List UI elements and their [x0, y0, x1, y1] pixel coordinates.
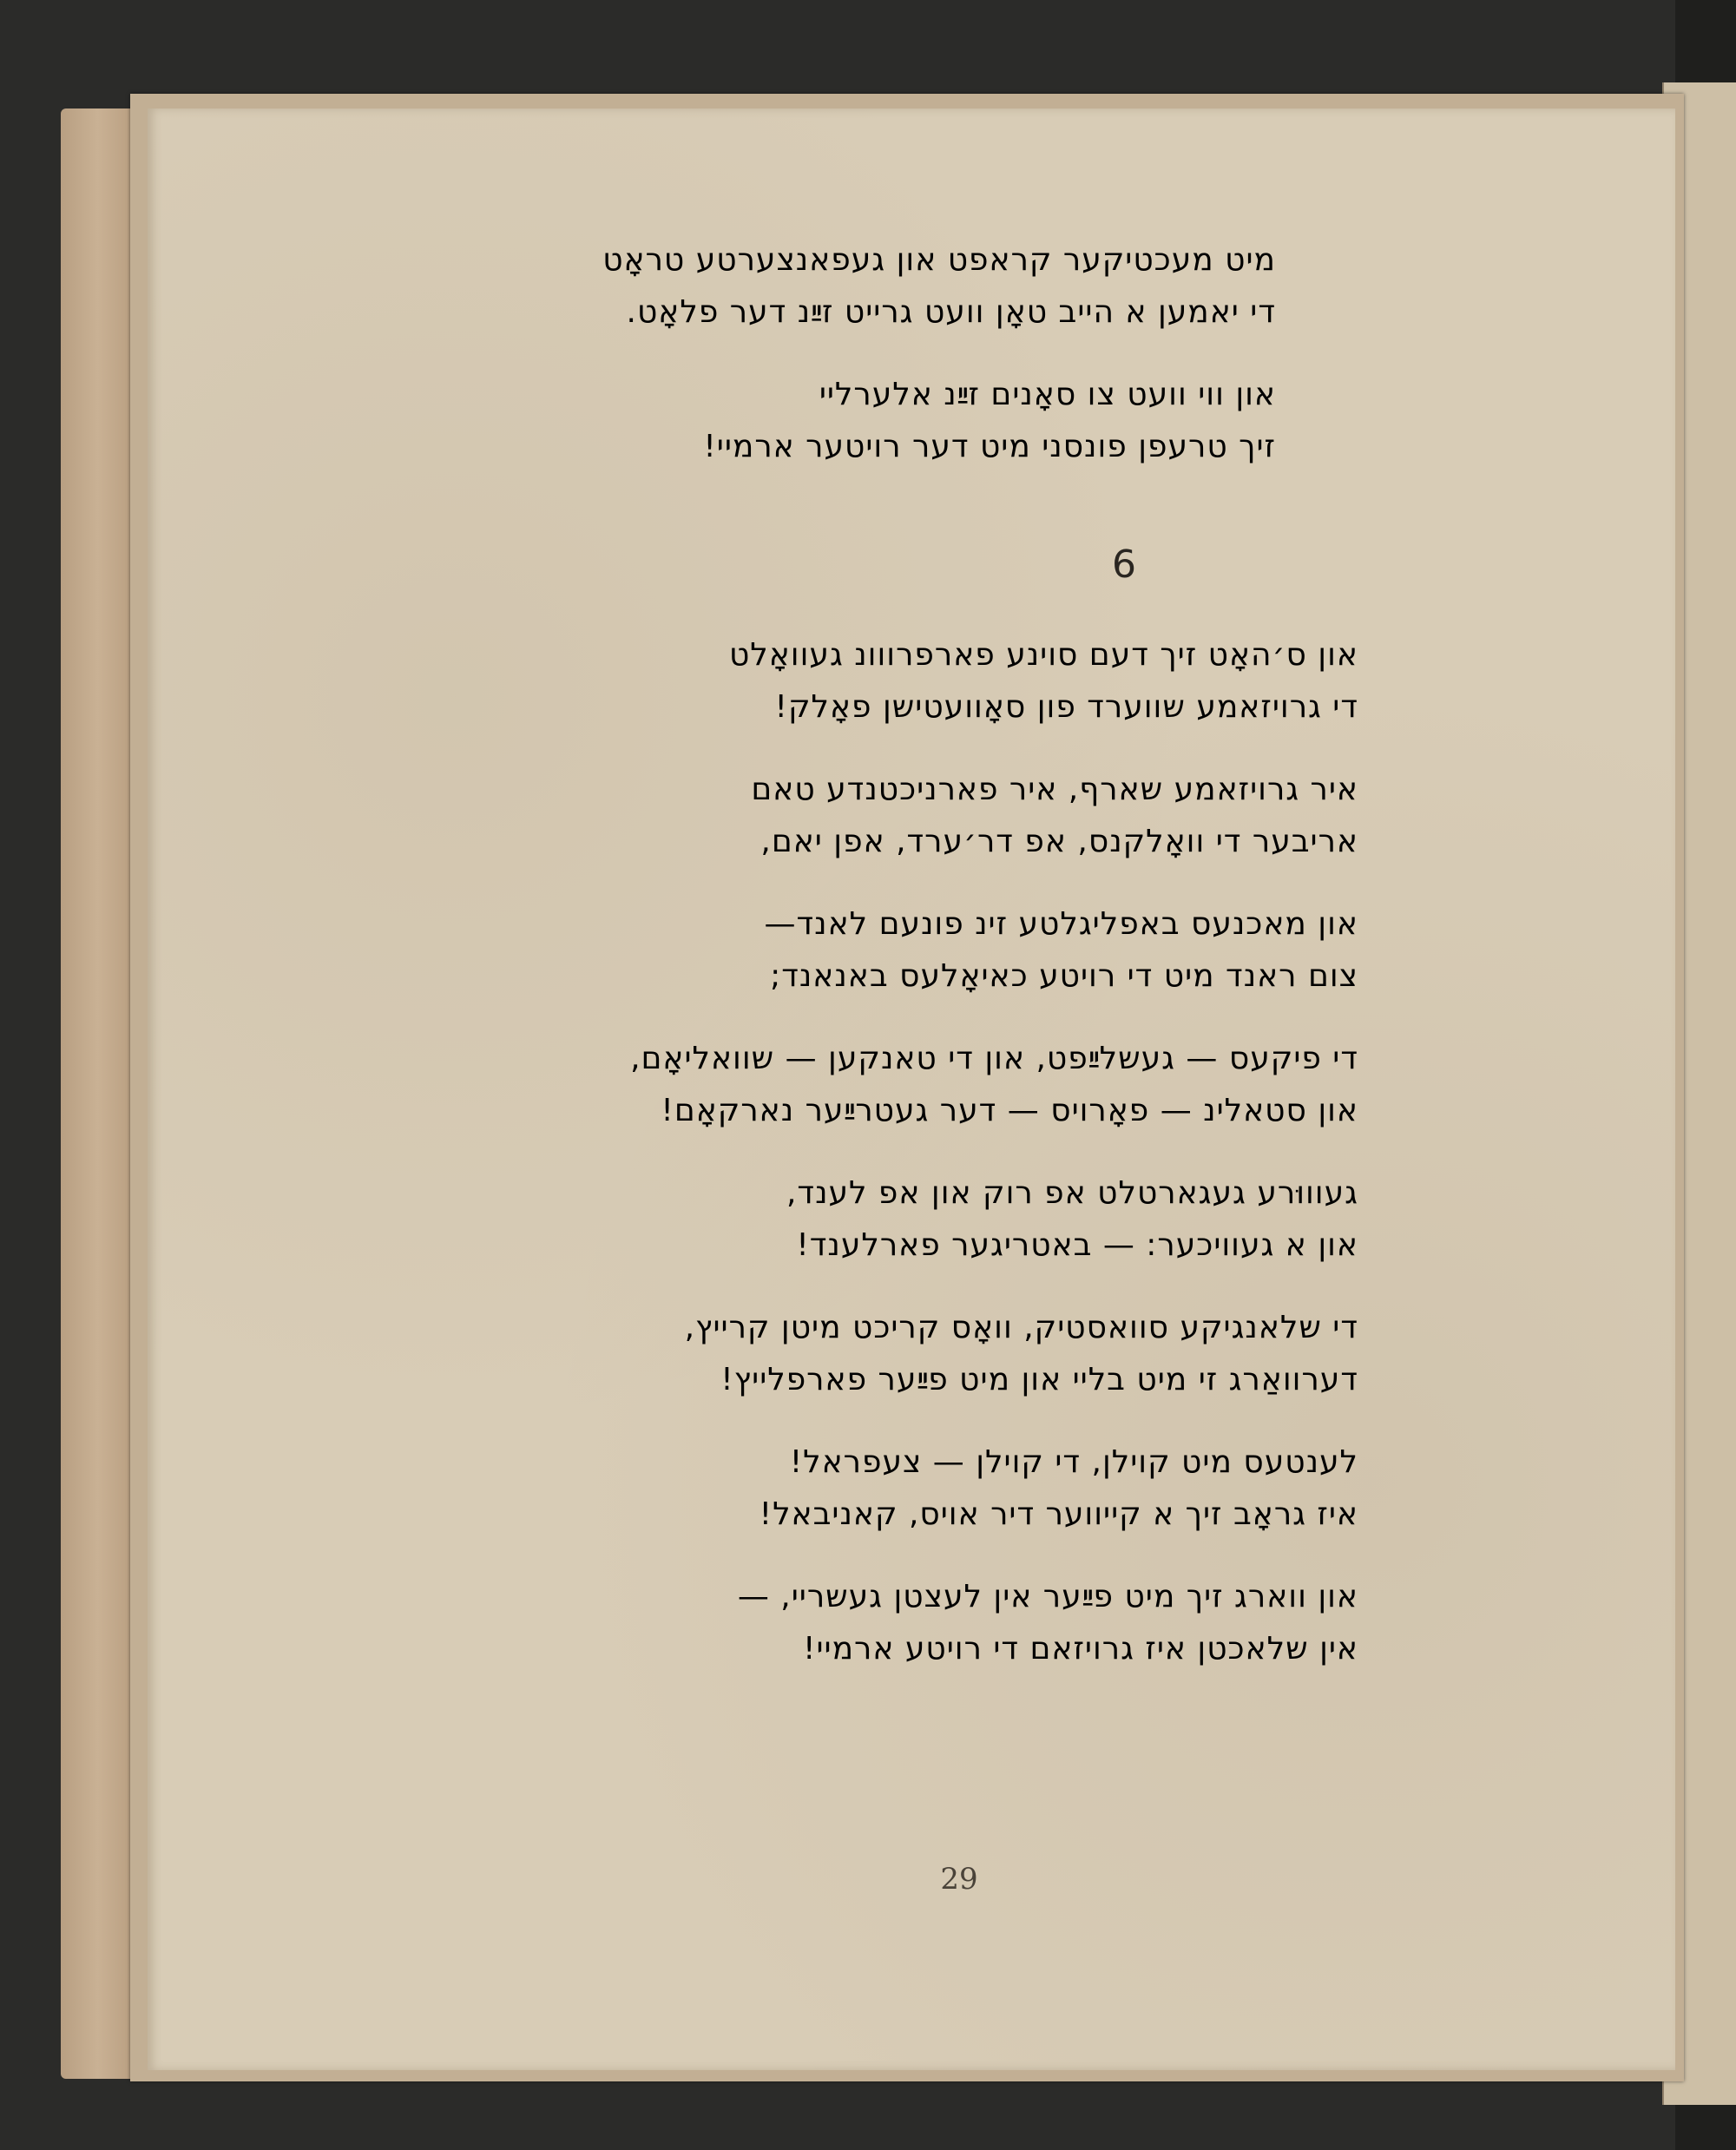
stanza: [729, 629, 1358, 733]
poem-line: זיך טרעפן פונסני מיט דער רויטער ארמיי!: [703, 429, 1276, 464]
poem-line: און א געוויכער: — באטריגער פארלענד!: [796, 1227, 1358, 1263]
stanza-continued-2: [703, 369, 1276, 473]
stanza: [738, 1571, 1358, 1675]
stanza: [786, 1167, 1358, 1272]
poem-line: און מאכנעס באפליגלטע זינ פונעם לאנד—: [764, 906, 1358, 942]
poem-line: איז גראָב זיך א קייווער דיר אויס, קאניבאל!: [759, 1496, 1358, 1532]
poem-line: און ווארג זיך מיט פײַער אין לעצטן געשריי, —: [737, 1579, 1358, 1614]
stanza: [751, 764, 1358, 868]
poem-line: מיט מעכטיקער קראפט און געפאנצערטע טראָט: [602, 242, 1276, 278]
section-number: 6: [1112, 542, 1136, 587]
poem-line: און ווי וועט צו סאָנים זײַנ אלערליי: [819, 377, 1276, 412]
poem-line: לענטעס מיט קוילן, די קוילן — צעפראל!: [789, 1444, 1358, 1480]
poem-line: די שלאנגיקע סוואסטיק, וואָס קריכט מיטן קרייץ,: [684, 1310, 1358, 1345]
poem-line: און ס׳האָט זיך דעם סוינע פארפרווונ געוואָלט: [728, 637, 1358, 673]
stanza: [630, 1033, 1358, 1137]
poem-line: אין שלאכטן איז גרויזאם די רויטע ארמיי!: [803, 1631, 1358, 1667]
poem-line: די גרויזאמע שווערד פון סאָוועטישן פאָלק!: [774, 689, 1358, 725]
poem-line: איר גרויזאמע שארף, איר פארניכטנדע טאם: [751, 772, 1358, 807]
book-page: [148, 108, 1675, 2070]
poem-line: צום ראנד מיט די רויטע כאיאָלעס באנאנד;: [770, 958, 1358, 994]
poem-line: געוווּרע געגארטלט אפ רוק און אפ לענד,: [786, 1175, 1358, 1211]
stanza-continued-1: [602, 234, 1276, 339]
stanza: [760, 1437, 1358, 1541]
poem-line: דערוואַרג זי מיט בליי און מיט פײַער פארפלייץ!: [720, 1362, 1358, 1397]
poem-line: און סטאלינ — פאָרויס — דער געטרײַער נארקאָם!: [661, 1093, 1358, 1128]
page-number: 29: [940, 1862, 978, 1897]
poem-line: אריבער די וואָלקנס, אפ דר׳ערד, אפן יאם,: [760, 824, 1358, 859]
stanza: [685, 1302, 1358, 1406]
poem-line: די יאמען א הייב טאָן וועט גרייט זײַנ דער פלאָט.: [626, 294, 1276, 330]
stanza: [765, 898, 1358, 1003]
poem-line: די פיקעס — געשלײַפט, און די טאנקען — שוואליאָם,: [630, 1041, 1358, 1076]
